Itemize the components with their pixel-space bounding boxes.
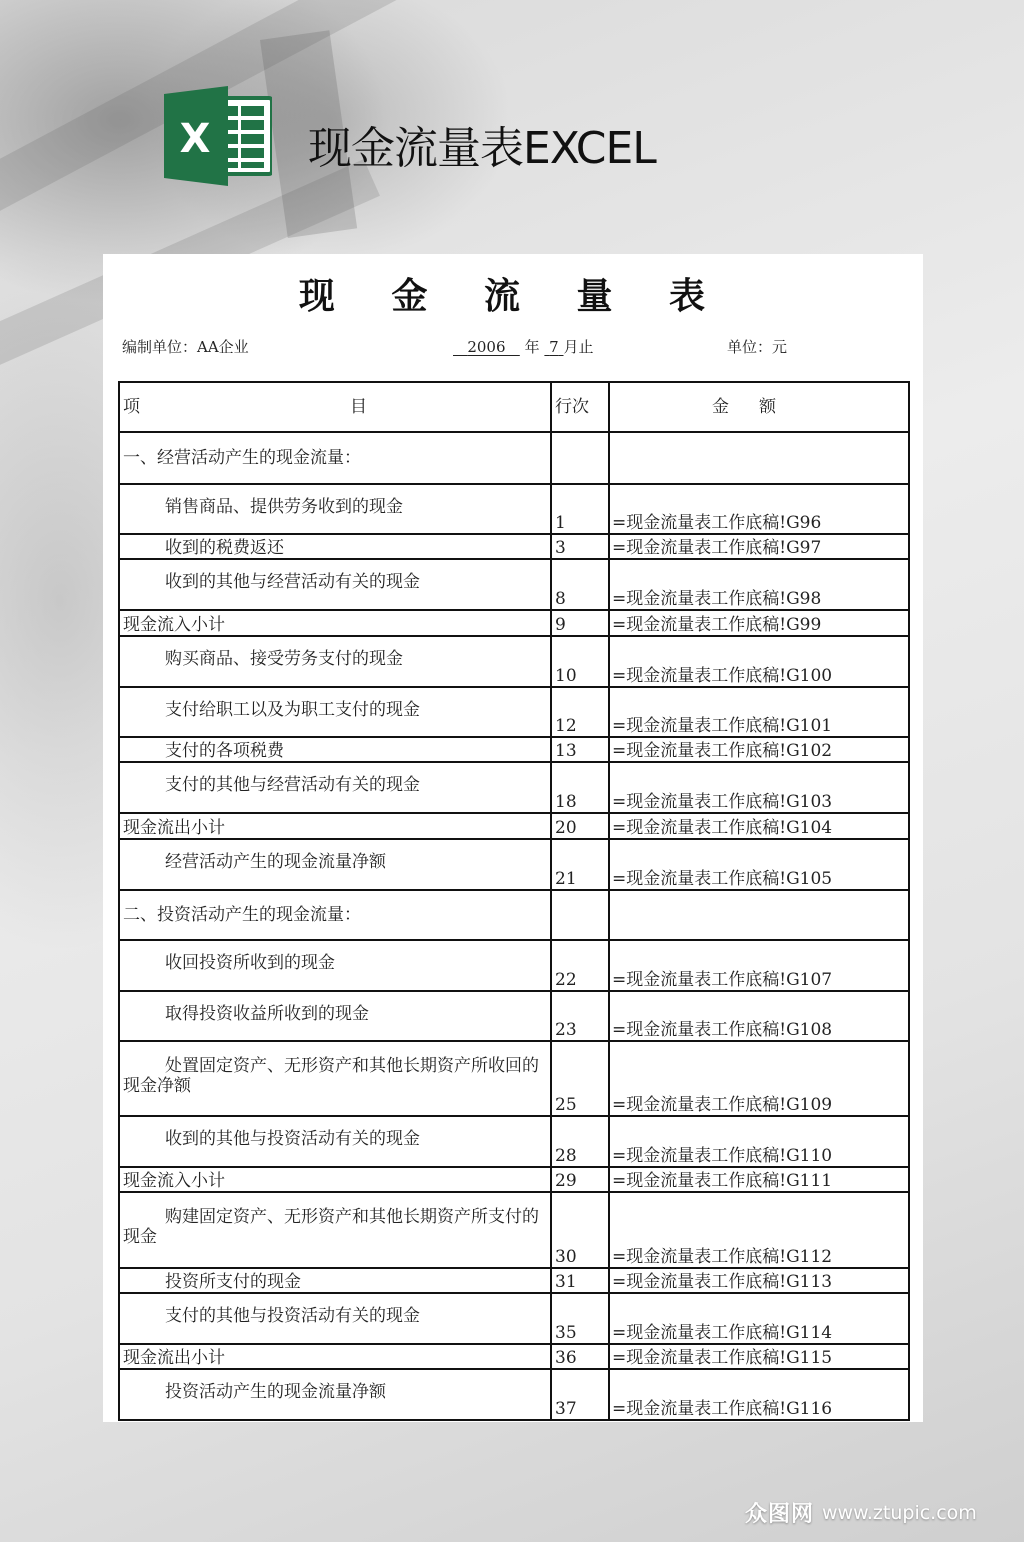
item-cell[interactable] [119,484,551,534]
amount-cell[interactable]: =现金流量表工作底稿!G109 [609,1041,909,1116]
table-row [119,1192,909,1268]
amount-cell[interactable]: =现金流量表工作底稿!G103 [609,762,909,813]
cash-flow-table [118,381,910,1421]
item-label: 支付的其他与经营活动有关的现金 [165,775,420,795]
line-no-cell[interactable]: 29 [551,1167,609,1192]
table-row [119,839,909,890]
item-cell[interactable] [119,1192,551,1268]
item-cell[interactable] [119,610,551,636]
line-no-cell[interactable] [551,890,609,940]
item-cell[interactable] [119,890,551,940]
item-cell[interactable] [119,813,551,839]
line-no-cell[interactable]: 18 [551,762,609,813]
item-label: 一、经营活动产生的现金流量： [123,448,361,468]
item-label: 购建固定资产、无形资产和其他长期资产所支付的现金 [123,1207,539,1247]
line-no-cell[interactable]: 8 [551,559,609,610]
item-label: 现金流入小计 [123,615,225,635]
item-label: 现金流出小计 [123,1348,225,1368]
amount-cell[interactable]: =现金流量表工作底稿!G102 [609,737,909,762]
item-cell[interactable] [119,636,551,687]
table-row [119,484,909,534]
header-line-no: 行次 [551,382,609,432]
line-no-cell[interactable]: 23 [551,991,609,1041]
amount-cell[interactable]: =现金流量表工作底稿!G111 [609,1167,909,1192]
item-label: 销售商品、提供劳务收到的现金 [165,497,403,517]
hero-banner [164,86,272,186]
amount-cell[interactable]: =现金流量表工作底稿!G107 [609,940,909,991]
item-cell[interactable] [119,1041,551,1116]
document-title: 现 金 流 量 表 [298,275,728,317]
line-no-cell[interactable]: 25 [551,1041,609,1116]
table-row [119,534,909,559]
line-no-cell[interactable]: 31 [551,1268,609,1293]
item-cell[interactable] [119,687,551,737]
table-row [119,559,909,610]
amount-cell[interactable]: =现金流量表工作底稿!G97 [609,534,909,559]
line-no-cell[interactable]: 3 [551,534,609,559]
item-cell[interactable] [119,1293,551,1344]
amount-cell[interactable]: =现金流量表工作底稿!G99 [609,610,909,636]
item-label: 取得投资收益所收到的现金 [165,1004,369,1024]
line-no-cell[interactable]: 22 [551,940,609,991]
line-no-cell[interactable]: 35 [551,1293,609,1344]
line-no-cell[interactable]: 12 [551,687,609,737]
section-row [119,890,909,940]
item-label: 现金流出小计 [123,818,225,838]
table-row [119,813,909,839]
table-row [119,610,909,636]
line-no-cell[interactable]: 21 [551,839,609,890]
item-label: 经营活动产生的现金流量净额 [165,852,386,872]
amount-cell[interactable]: =现金流量表工作底稿!G101 [609,687,909,737]
amount-cell[interactable]: =现金流量表工作底稿!G108 [609,991,909,1041]
table-row [119,636,909,687]
item-label: 收回投资所收到的现金 [165,953,335,973]
table-row [119,1041,909,1116]
header-item-right: 目 [350,397,367,417]
item-cell[interactable] [119,1268,551,1293]
amount-cell[interactable]: =现金流量表工作底稿!G100 [609,636,909,687]
table-row [119,1369,909,1420]
item-label: 投资活动产生的现金流量净额 [165,1382,386,1402]
header-amount: 金额 [609,382,909,432]
amount-cell[interactable]: =现金流量表工作底稿!G110 [609,1116,909,1167]
table-row [119,687,909,737]
amount-cell[interactable]: =现金流量表工作底稿!G104 [609,813,909,839]
month-suffix: 月止 [563,338,594,356]
item-cell[interactable] [119,559,551,610]
period-label [453,336,594,357]
item-cell[interactable] [119,839,551,890]
compiler-label: 编制单位：AA企业 [122,338,249,356]
table-row [119,1344,909,1369]
amount-cell[interactable]: =现金流量表工作底稿!G98 [609,559,909,610]
item-label: 收到的其他与投资活动有关的现金 [165,1129,420,1149]
amount-cell[interactable] [609,890,909,940]
table-row [119,1116,909,1167]
item-label: 二、投资活动产生的现金流量： [123,905,361,925]
month-value: 7 [549,338,559,356]
table-row [119,991,909,1041]
table-row [119,762,909,813]
header-item-left: 项 [123,397,140,417]
item-label: 现金流入小计 [123,1171,225,1191]
watermark-logo: 众图网 [745,1502,815,1527]
item-cell[interactable] [119,737,551,762]
excel-icon [164,86,272,186]
table-header-row [119,382,909,432]
item-cell[interactable] [119,991,551,1041]
year-suffix: 年 [524,338,540,356]
line-no-cell[interactable]: 9 [551,610,609,636]
item-label: 收到的其他与经营活动有关的现金 [165,572,420,592]
table-body [119,432,909,1420]
table-row [119,940,909,991]
year-value: 2006 [467,338,506,356]
item-label: 支付的各项税费 [165,741,284,761]
line-no-cell[interactable]: 10 [551,636,609,687]
amount-cell[interactable]: =现金流量表工作底稿!G114 [609,1293,909,1344]
line-no-cell[interactable]: 1 [551,484,609,534]
item-cell[interactable] [119,534,551,559]
item-cell[interactable] [119,1116,551,1167]
line-no-cell[interactable] [551,432,609,484]
item-cell[interactable] [119,432,551,484]
header-item [119,382,551,432]
cash-flow-sheet [103,254,923,1422]
table-row [119,1167,909,1192]
item-cell[interactable] [119,1344,551,1369]
line-no-cell[interactable]: 28 [551,1116,609,1167]
line-no-cell[interactable]: 13 [551,737,609,762]
amount-cell[interactable]: =现金流量表工作底稿!G115 [609,1344,909,1369]
amount-cell[interactable]: =现金流量表工作底稿!G105 [609,839,909,890]
item-label: 支付的其他与投资活动有关的现金 [165,1306,420,1326]
line-no-cell[interactable]: 37 [551,1369,609,1420]
item-label: 支付给职工以及为职工支付的现金 [165,700,420,720]
amount-cell[interactable]: =现金流量表工作底稿!G96 [609,484,909,534]
item-label: 投资所支付的现金 [165,1272,301,1292]
line-no-cell[interactable]: 30 [551,1192,609,1268]
item-label: 购买商品、接受劳务支付的现金 [165,649,403,669]
line-no-cell[interactable]: 36 [551,1344,609,1369]
table-row [119,1293,909,1344]
amount-cell[interactable]: =现金流量表工作底稿!G113 [609,1268,909,1293]
hero-title: 现金流量表EXCEL [308,123,656,174]
amount-cell[interactable]: =现金流量表工作底稿!G112 [609,1192,909,1268]
amount-cell[interactable]: =现金流量表工作底稿!G116 [609,1369,909,1420]
item-label: 收到的税费返还 [165,538,284,558]
item-cell[interactable] [119,762,551,813]
item-cell[interactable] [119,1369,551,1420]
unit-label: 单位：元 [727,338,788,356]
line-no-cell[interactable]: 20 [551,813,609,839]
table-row [119,737,909,762]
watermark-url: www.ztupic.com [822,1501,977,1524]
svg-text:X: X [179,116,211,162]
watermark [745,1497,977,1528]
item-label: 处置固定资产、无形资产和其他长期资产所收回的现金净额 [123,1056,539,1096]
item-cell[interactable] [119,1167,551,1192]
item-cell[interactable] [119,940,551,991]
amount-cell[interactable] [609,432,909,484]
section-row [119,432,909,484]
table-row [119,1268,909,1293]
